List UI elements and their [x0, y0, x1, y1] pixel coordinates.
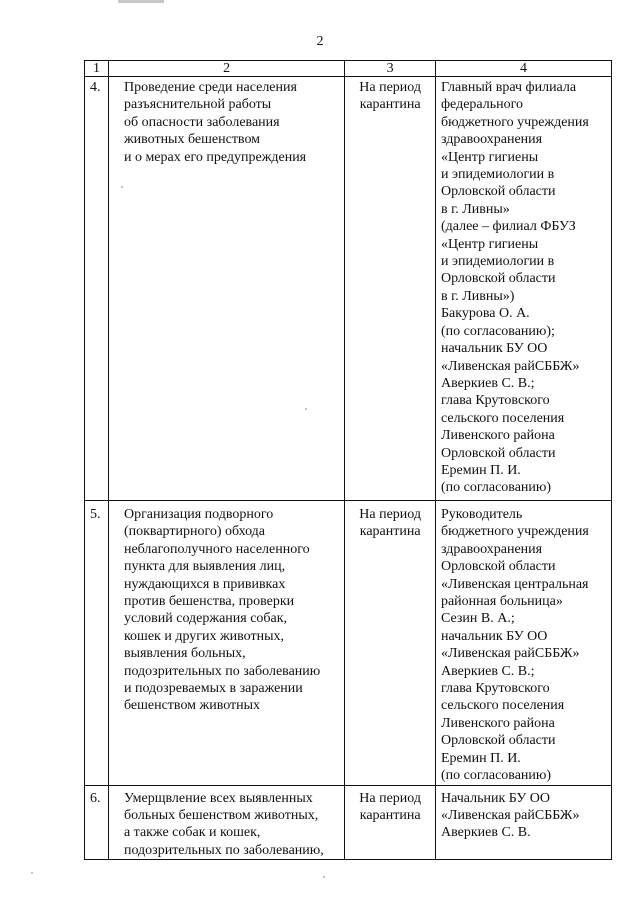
text-line: Орловской области [440, 271, 556, 287]
page-number: 2 [316, 34, 324, 49]
task-text [112, 506, 341, 715]
text-line: здравоохранения [440, 132, 543, 148]
text-line: Орловской области [440, 445, 556, 461]
text-line: федерального [440, 97, 523, 113]
text-line: нуждающихся в прививках [123, 576, 286, 592]
text-line: выявления больных, [123, 646, 246, 662]
row-number: 6. [90, 790, 101, 806]
text-line: «Ливенская райСББЖ» [440, 646, 580, 662]
term-cell [345, 785, 436, 860]
text-line: Бакурова О. А. [440, 306, 530, 322]
text-line: (по согласованию) [440, 480, 552, 496]
text-line: Проведение среди населения [123, 80, 297, 95]
text-line: Аверкиев С. В.; [440, 375, 535, 391]
text-line: На период [359, 507, 422, 522]
task-cell [108, 501, 344, 786]
text-line: и эпидемиологии в [440, 167, 555, 183]
header-col-4: 4 [435, 61, 611, 77]
text-line: начальник БУ ОО [440, 628, 548, 644]
text-line: карантина [359, 97, 421, 113]
text-line: На период [359, 790, 422, 806]
text-line: глава Крутовского [440, 393, 550, 409]
text-line: сельского поселения [440, 410, 565, 426]
text-line: бюджетного учреждения [440, 114, 589, 130]
text-line: Руководитель [440, 507, 523, 522]
text-line: сельского поселения [440, 698, 565, 714]
text-line: подозрительных по заболеванию [123, 663, 321, 679]
scan-speck [121, 186, 123, 188]
text-line: (по согласованию) [440, 768, 552, 784]
text-line: начальник БУ ОО [440, 341, 548, 357]
text-line: «Центр гигиены [440, 236, 539, 252]
text-line: «Ливенская райСББЖ» [440, 358, 580, 374]
text-line: условий содержания собак, [123, 611, 288, 627]
scan-speck [31, 872, 33, 874]
text-line: На период [359, 80, 422, 95]
text-line: разъяснительной работы [123, 97, 272, 113]
text-line: в г. Ливны») [440, 288, 515, 304]
table-row [85, 501, 612, 786]
text-line: в г. Ливны» [440, 201, 510, 217]
scan-speck [305, 408, 307, 410]
task-text [112, 79, 341, 166]
text-line: «Ливенская центральная [440, 576, 589, 592]
text-line: Еремин П. И. [440, 750, 521, 766]
text-line: против бешенства, проверки [123, 594, 295, 610]
text-line: неблагополучного населенного [123, 541, 310, 557]
text-line: Орловской области [440, 559, 556, 575]
text-line: Ливенского района [440, 428, 555, 444]
responsible-cell [435, 77, 611, 501]
text-line: Организация подворного [123, 507, 274, 522]
task-text [112, 790, 341, 860]
text-line: «Ливенская райСББЖ» [440, 807, 580, 823]
text-line: Орловской области [440, 184, 556, 200]
text-line: Аверкиев С. В.; [440, 663, 535, 679]
term-text [348, 506, 432, 541]
responsible-text [439, 506, 608, 785]
text-line: карантина [359, 807, 421, 823]
text-line: а также собак и кошек, [123, 825, 261, 841]
term-cell [345, 501, 436, 786]
header-col-3: 3 [345, 61, 436, 77]
text-line: (по согласованию); [440, 323, 555, 339]
table-row [85, 785, 612, 860]
text-line: и эпидемиологии в [440, 254, 555, 270]
text-line: (поквартирного) обхода [123, 524, 266, 540]
term-text [348, 790, 432, 825]
row-number: 4. [90, 80, 101, 95]
text-line: бюджетного учреждения [440, 524, 589, 540]
responsible-cell [435, 785, 611, 860]
text-line: Начальник БУ ОО [440, 790, 550, 806]
text-line: здравоохранения [440, 541, 543, 557]
task-cell [108, 77, 344, 501]
term-cell [345, 77, 436, 501]
row-number-cell [85, 77, 109, 501]
text-line: Еремин П. И. [440, 462, 521, 478]
text-line: Главный врач филиала [440, 80, 577, 95]
text-line: глава Крутовского [440, 681, 550, 697]
scan-artifact [118, 0, 164, 3]
text-line: (далее – филиал ФБУЗ [440, 219, 576, 235]
text-line: «Центр гигиены [440, 149, 539, 165]
text-line: и о мерах его предупреждения [123, 149, 307, 165]
text-line: пункта для выявления лиц, [123, 559, 286, 575]
text-line: больных бешенством животных, [123, 807, 319, 823]
text-line: об опасности заболевания [123, 114, 280, 130]
responsible-text [439, 79, 608, 497]
text-line: животных бешенством [123, 132, 261, 148]
text-line: Аверкиев С. В. [440, 825, 531, 841]
text-line: Сезин В. А.; [440, 611, 515, 627]
row-number-cell [85, 785, 109, 860]
task-cell [108, 785, 344, 860]
scan-speck [323, 876, 325, 878]
term-text [348, 79, 432, 114]
text-line: Орловской области [440, 733, 556, 749]
responsible-text [439, 790, 608, 842]
text-line: подозрительных по заболеванию, [123, 842, 324, 858]
text-line: кошек и других животных, [123, 628, 285, 644]
text-line: Умерщвление всех выявленных [123, 790, 313, 806]
text-line: бешенством животных [123, 698, 261, 714]
header-col-2: 2 [108, 61, 344, 77]
text-line: Ливенского района [440, 715, 555, 731]
header-col-1: 1 [85, 61, 109, 77]
row-number: 5. [90, 507, 101, 522]
text-line: и подозреваемых в заражении [123, 681, 303, 697]
responsible-cell [435, 501, 611, 786]
table-header-row [85, 61, 612, 77]
text-line: районная больница» [440, 594, 563, 610]
table-row [85, 77, 612, 501]
measures-table [84, 60, 612, 860]
row-number-cell [85, 501, 109, 786]
text-line: карантина [359, 524, 421, 540]
